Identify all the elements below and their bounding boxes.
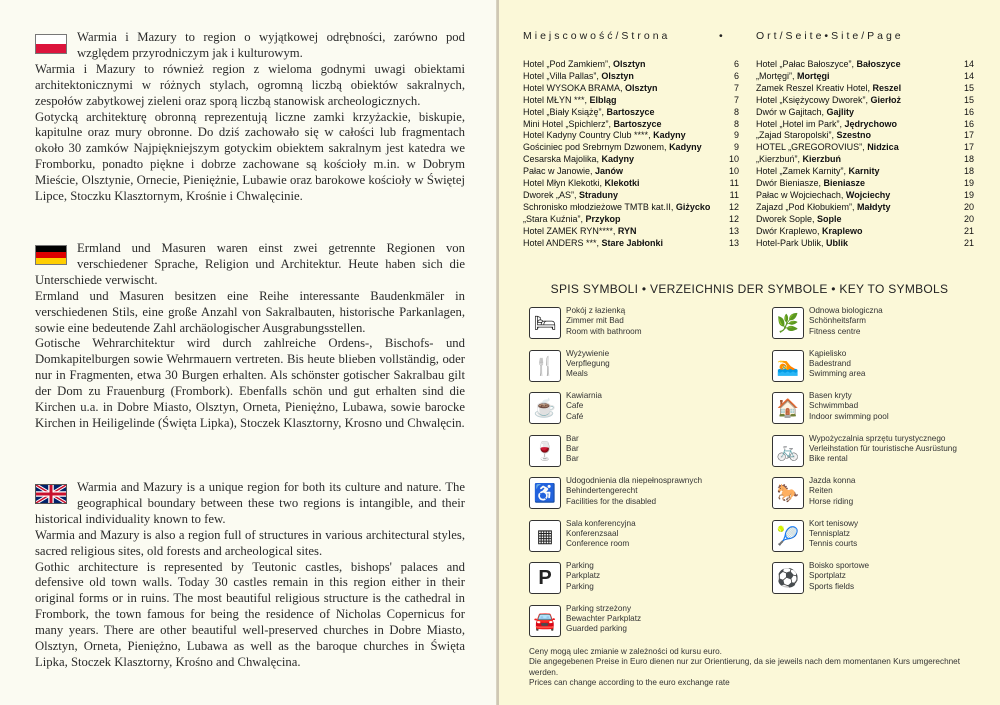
polish-flag-icon <box>35 34 67 54</box>
symbol-icon: 🍴 <box>529 350 561 382</box>
hotel-town: Kraplewo <box>822 225 863 236</box>
symbol-label <box>809 519 989 550</box>
hotel-name: Hotel „Księżycowy Dworek”, Gierłoż <box>756 94 902 105</box>
hotel-name: „Mortęgi”, Mortęgi <box>756 70 830 81</box>
symbol-icon: ♿ <box>529 477 561 509</box>
hotel-town: Bałoszyce <box>856 59 901 69</box>
hotel-page-number: 21 <box>963 225 974 236</box>
english-intro <box>35 480 465 528</box>
symbol-icon: 🌿 <box>772 307 804 339</box>
hotel-name: „Zajad Staropolski”, Szestno <box>756 130 872 141</box>
hotel-index-row <box>756 119 974 131</box>
german-flag-icon <box>35 245 67 265</box>
symbol-label-pl: Kort tenisowy <box>809 518 859 528</box>
hotel-page-number: 13 <box>728 237 739 248</box>
symbol-label-de: Cafe <box>566 401 584 411</box>
hotel-town: Wojciechy <box>845 189 891 200</box>
hotel-name: Hotel „Pod Zamkiem”, Olsztyn <box>523 59 646 69</box>
hotel-page-number: 8 <box>733 118 739 129</box>
hotel-page-number: 7 <box>733 82 739 93</box>
symbol-label-en: Fitness centre <box>809 326 861 336</box>
symbols-key-title: SPIS SYMBOLI • VERZEICHNIS DER SYMBOLE • KEY TO SYMBOLS <box>550 282 949 296</box>
hotel-name: Hotel „Hotel im Park”, Jędrychowo <box>756 118 898 129</box>
german-intro-text: Ermland und Masuren waren einst zwei getrennte Regionen von verschiedener Sprache, Religion und Architektur. Heute haben sich die Unterschiede verwischt. <box>35 241 465 287</box>
symbol-icon: 🚘 <box>529 605 561 637</box>
hotel-index-column-1 <box>523 59 739 250</box>
hotel-page-number: 10 <box>728 154 739 165</box>
hotel-town: Reszel <box>872 82 902 93</box>
symbol-label <box>809 349 989 380</box>
hotel-page-number: 14 <box>963 59 974 69</box>
symbol-label-en: Meals <box>566 369 588 379</box>
hotel-index-row <box>756 178 974 190</box>
english-intro-text: Warmia and Mazury is a unique region for both its culture and nature. The geographical boundary between these two regions is intangible, and their historical individuality known to few. <box>35 480 465 526</box>
hotel-town: Olsztyn <box>601 70 634 81</box>
hotel-town: Kadyny <box>653 130 686 141</box>
hotel-page-number: 18 <box>963 166 974 177</box>
hotel-name: Hotel Kadyny Country Club ****, Kadyny <box>523 130 686 141</box>
hotel-index-row <box>756 142 974 154</box>
symbol-label <box>566 561 751 592</box>
footnote-polish: Ceny mogą ulec zmianie w zależności od kursu euro. <box>529 647 722 656</box>
hotel-town: Janów <box>595 166 624 177</box>
hotel-index-row <box>756 226 974 238</box>
hotel-page-number: 10 <box>728 166 739 177</box>
hotel-index-row <box>756 71 974 83</box>
hotel-town: Kadyny <box>669 142 702 153</box>
symbol-label-de: Verpflegung <box>566 358 610 368</box>
hotel-index-row <box>523 202 739 214</box>
hotel-index-row <box>523 190 739 202</box>
symbol-label-en: Bike rental <box>809 454 848 464</box>
symbol-icon: 🏠 <box>772 392 804 424</box>
hotel-name: HOTEL „GREGOROVIUS”, Nidzica <box>756 142 899 153</box>
hotel-index-row <box>523 107 739 119</box>
hotel-name: „Stara Kuźnia”, Przykop <box>523 213 621 224</box>
symbol-label-de: Tennisplatz <box>809 528 850 538</box>
hotel-index-row <box>756 214 974 226</box>
symbol-label-pl: Parking <box>566 561 594 570</box>
header-left: Miejscowość/Strona <box>523 30 671 42</box>
hotel-page-number: 17 <box>963 142 974 153</box>
hotel-town: Gierłoż <box>870 94 902 105</box>
symbol-label-pl: Jazda konna <box>809 476 856 485</box>
header-separator: • <box>719 30 726 42</box>
symbol-icon: P <box>529 562 561 594</box>
polish-paragraph-2: Warmia i Mazury to również region z wieloma godnymi uwagi obiektami architektonicznymi w różnych stylach, ogromną liczbą obiektów sakralnych, zespołów zabytkowej zieleni oraz sporą liczbą stanowisk archeologicznych. <box>35 61 465 108</box>
hotel-town: Sople <box>817 213 842 224</box>
hotel-town: Klekotki <box>604 178 640 189</box>
hotel-name: Hotel „Pałac Bałoszyce”, Bałoszyce <box>756 59 901 69</box>
hotel-town: Elbląg <box>589 94 617 105</box>
hotel-page-number: 13 <box>728 225 739 236</box>
symbol-label <box>809 306 989 337</box>
hotel-page-number: 12 <box>728 201 739 212</box>
hotel-town: Stare Jabłonki <box>601 237 664 248</box>
symbol-icon: 🍷 <box>529 435 561 467</box>
hotel-page-number: 18 <box>963 154 974 165</box>
symbol-label-pl: Kąpielisko <box>809 348 847 358</box>
symbol-label <box>566 306 751 337</box>
right-page <box>499 0 1000 705</box>
hotel-page-number: 9 <box>733 130 739 141</box>
symbol-label-en: Café <box>566 411 584 421</box>
symbol-icon: 🎾 <box>772 520 804 552</box>
hotel-page-number: 15 <box>963 94 974 105</box>
symbol-label <box>566 476 751 507</box>
symbol-label-pl: Parking strzeżony <box>566 603 632 613</box>
hotel-town: Giżycko <box>675 201 711 212</box>
hotel-town: Gajlity <box>826 106 855 117</box>
hotel-index-row <box>523 238 739 250</box>
hotel-name: Hotel „Zamek Karnity”, Karnity <box>756 166 880 177</box>
hotel-town: Przykop <box>585 213 621 224</box>
hotel-town: Kadyny <box>601 154 635 165</box>
hotel-index-row <box>756 238 974 250</box>
hotel-town: Kierzbuń <box>802 154 842 165</box>
symbol-label-pl: Boisko sportowe <box>809 561 870 570</box>
hotel-town: RYN <box>617 225 637 236</box>
hotel-town: Straduny <box>579 189 619 200</box>
hotel-page-number: 19 <box>963 178 974 189</box>
hotel-town: Ublik <box>826 237 849 248</box>
symbol-icon: 🚲 <box>772 435 804 467</box>
english-paragraph-3: Gothic architecture is represented by Teutonic castles, bishops' palaces and defensive old town walls. Today 30 castles remain in this region either in their original forms or in ruins. The most beautiful religious structure is the cathedral in Frombork, the town famous for being the residence of Nicholas Copernicus for many years. There are other beautiful well-preserved churches in Dobre Miasto, Olsztyn, Orneta, Pieniężno, Lubawa as well as the baroque churches in Święta Lipka, Stoczek Klasztorny, Krośno and Chwalęcina. <box>35 559 465 669</box>
hotel-page-number: 16 <box>963 106 974 117</box>
symbol-label-en: Sports fields <box>809 581 855 591</box>
polish-intro-text: Warmia i Mazury to region o wyjątkowej odrębności, zarówno pod względem przyrodniczym jak i kulturowym. <box>77 30 465 60</box>
hotel-index-row <box>523 166 739 178</box>
hotel-name: Mini Hotel „Spichlerz”, Bartoszyce <box>523 118 662 129</box>
hotel-town: Jędrychowo <box>844 118 898 129</box>
symbol-label-de: Schwimmbad <box>809 401 859 411</box>
symbol-label <box>809 561 989 592</box>
symbol-label-de: Reiten <box>809 486 833 496</box>
hotel-page-number: 16 <box>963 118 974 129</box>
hotel-index-row <box>523 59 739 71</box>
hotel-index-row <box>756 95 974 107</box>
polish-section <box>35 30 465 205</box>
english-paragraph-2: Warmia and Mazury is also a region full of structures in various architectural styles, sacred religious sites, old forests and archeological sites. <box>35 527 465 558</box>
symbol-icon: ⚽ <box>772 562 804 594</box>
symbol-label-de: Bewachter Parkplatz <box>566 613 642 623</box>
hotel-name: Cesarska Majolika, Kadyny <box>523 154 635 165</box>
hotel-index-row <box>523 226 739 238</box>
symbol-label <box>566 391 751 422</box>
symbol-label-de: Verleihstation für touristische Ausrüstung <box>809 443 957 453</box>
symbol-label-pl: Kawiarnia <box>566 391 602 400</box>
hotel-index-row <box>523 71 739 83</box>
polish-paragraph-3: Gotycką architekturę obronną reprezentują liczne zamki krzyżackie, biskupie, kapitulne oraz mury obronne. Do dziś zachowało się w całości lub fragmentach około 30 zamków Najpiękniejszym gotyckim obiektem sakralnym jest katedra we Fromborku, ponadto piękne i dobrze zachowane są kościoły m.in. w Dobrym Mieście, Olsztynie, Ornecie, Pieniężnie, Lubawie oraz barokowe kościoły w Świętej Lipce, Stoczku Klasztornym, Krośnie i Chwalęcinie. <box>35 109 465 204</box>
hotel-page-number: 20 <box>963 201 974 212</box>
symbol-icon: 🏊 <box>772 350 804 382</box>
symbol-label-pl: Sala konferencyjna <box>566 518 636 528</box>
hotel-page-number: 19 <box>963 189 974 200</box>
hotel-index-row <box>756 166 974 178</box>
hotel-page-number: 7 <box>733 94 739 105</box>
hotel-page-number: 8 <box>733 106 739 117</box>
symbol-label-en: Parking <box>566 581 594 591</box>
symbol-label <box>809 391 989 422</box>
symbol-label-de: Konferenzsaal <box>566 528 619 538</box>
symbol-label-de: Bar <box>566 443 579 453</box>
symbol-label-de: Parkplatz <box>566 571 601 581</box>
symbol-label-en: Horse riding <box>809 496 854 506</box>
hotel-index-row <box>523 142 739 154</box>
footnote-english: Prices can change according to the euro exchange rate <box>529 677 730 687</box>
polish-intro <box>35 30 465 62</box>
symbol-label-pl: Odnowa biologiczna <box>809 306 883 315</box>
symbol-label-en: Guarded parking <box>566 624 627 634</box>
symbol-label <box>566 519 751 550</box>
symbol-label-de: Schönheitsfarm <box>809 316 866 326</box>
hotel-page-number: 11 <box>729 178 739 189</box>
hotel-town: Olsztyn <box>625 82 658 93</box>
symbol-label <box>809 476 989 507</box>
hotel-town: Bieniasze <box>823 178 866 189</box>
symbol-label-en: Facilities for the disabled <box>566 496 657 506</box>
hotel-index-row <box>523 178 739 190</box>
hotel-page-number: 14 <box>963 70 974 81</box>
hotel-page-number: 21 <box>963 237 974 248</box>
symbol-label-pl: Wypożyczalnia sprzętu turystycznego <box>809 433 946 443</box>
index-header <box>523 30 973 42</box>
symbol-label-pl: Wyżywienie <box>566 348 610 358</box>
symbol-label-pl: Pokój z łazienką <box>566 306 626 315</box>
footnote-german: Die angegebenen Preise in Euro dienen nur zur Orientierung, da sie jeweils nach dem momentanen Kurs umgerechnet werden. <box>529 657 961 677</box>
symbol-label-en: Swimming area <box>809 369 866 379</box>
hotel-index-row <box>523 154 739 166</box>
symbol-icon: ☕ <box>529 392 561 424</box>
hotel-name: Hotel „Biały Książę”, Bartoszyce <box>523 106 655 117</box>
hotel-name: Hotel-Park Ublik, Ublik <box>756 237 849 248</box>
hotel-name: Pałac w Janowie, Janów <box>523 166 624 177</box>
symbol-label <box>566 604 751 635</box>
hotel-page-number: 15 <box>963 82 974 93</box>
symbol-label <box>566 434 751 465</box>
english-section <box>35 480 465 671</box>
hotel-index-row <box>756 154 974 166</box>
left-page <box>0 0 497 705</box>
hotel-page-number: 9 <box>733 142 739 153</box>
hotel-page-number: 17 <box>963 130 974 141</box>
hotel-index-row <box>523 214 739 226</box>
symbol-label <box>809 434 989 465</box>
hotel-index-column-2 <box>756 59 974 250</box>
hotel-index-row <box>756 59 974 71</box>
symbol-icon: 🐎 <box>772 477 804 509</box>
symbol-icon: ▦ <box>529 520 561 552</box>
symbol-label-de: Badestrand <box>809 358 851 368</box>
symbol-label-en: Tennis courts <box>809 539 858 549</box>
symbol-label-en: Bar <box>566 454 579 464</box>
hotel-index-row <box>523 83 739 95</box>
hotel-town: Szestno <box>836 130 872 141</box>
hotel-name: Zajazd „Pod Kłobukiem”, Małdyty <box>756 201 891 212</box>
hotel-name: Hotel ZAMEK RYN****, RYN <box>523 225 637 236</box>
hotel-name: Hotel MŁYN ***, Elbląg <box>523 94 617 105</box>
hotel-page-number: 12 <box>728 213 739 224</box>
hotel-name: Dwór Bieniasze, Bieniasze <box>756 178 866 189</box>
uk-flag-icon <box>35 484 67 504</box>
hotel-name: Gościniec pod Srebrnym Dzwonem, Kadyny <box>523 142 702 153</box>
hotel-name: Dworek „AS”, Straduny <box>523 189 619 200</box>
hotel-index-row <box>523 130 739 142</box>
symbol-label-de: Sportplatz <box>809 571 846 581</box>
german-intro <box>35 241 465 289</box>
price-footnote <box>529 647 969 688</box>
german-paragraph-2: Ermland und Masuren besitzen eine Reihe interessante Baudenkmäler in verschiedenen Stils, eine große Anzahl von Sakralbauten, historische Parkanlagen, sowie eine bedeutende Zahl archäologischer Ausgrabungsstellen. <box>35 288 465 335</box>
hotel-name: Schronisko młodzieżowe TMTB kat.II, Giżycko <box>523 201 711 212</box>
german-section <box>35 241 465 432</box>
hotel-town: Małdyty <box>857 201 891 212</box>
hotel-town: Bartoszyce <box>606 106 655 117</box>
hotel-index-row <box>756 83 974 95</box>
symbol-label-en: Indoor swimming pool <box>809 411 889 421</box>
hotel-name: Dwór Kraplewo, Kraplewo <box>756 225 863 236</box>
symbol-label-en: Conference room <box>566 539 630 549</box>
hotel-page-number: 6 <box>733 59 739 69</box>
hotel-index-row <box>523 95 739 107</box>
hotel-town: Bartoszyce <box>613 118 662 129</box>
hotel-town: Mortęgi <box>797 70 830 81</box>
symbol-label-de: Behindertengerecht <box>566 486 638 496</box>
hotel-name: Zamek Reszel Kreativ Hotel, Reszel <box>756 82 902 93</box>
hotel-name: Pałac w Wojciechach, Wojciechy <box>756 189 891 200</box>
hotel-page-number: 20 <box>963 213 974 224</box>
hotel-name: Hotel WYSOKA BRAMA, Olsztyn <box>523 82 658 93</box>
symbol-icon: 🛏 <box>529 307 561 339</box>
hotel-page-number: 11 <box>729 189 739 200</box>
hotel-name: Hotel ANDERS ***, Stare Jabłonki <box>523 237 664 248</box>
symbol-label-pl: Udogodnienia dla niepełnosprawnych <box>566 476 703 485</box>
hotel-name: „Kierzbuń”, Kierzbuń <box>756 154 842 165</box>
symbol-label-pl: Basen kryty <box>809 391 852 400</box>
hotel-town: Olsztyn <box>613 59 646 69</box>
hotel-town: Nidzica <box>867 142 899 153</box>
hotel-index-row <box>756 107 974 119</box>
hotel-name: Dwór w Gajitach, Gajlity <box>756 106 855 117</box>
symbol-label-pl: Bar <box>566 433 579 443</box>
symbol-label-en: Room with bathroom <box>566 326 642 336</box>
hotel-index-row <box>756 202 974 214</box>
hotel-index-row <box>523 119 739 131</box>
hotel-index-row <box>756 190 974 202</box>
hotel-index-row <box>756 130 974 142</box>
hotel-page-number: 6 <box>733 70 739 81</box>
symbol-label <box>566 349 751 380</box>
hotel-name: Hotel „Villa Pallas”, Olsztyn <box>523 70 634 81</box>
hotel-name: Dworek Sople, Sople <box>756 213 842 224</box>
symbol-label-de: Zimmer mit Bad <box>566 316 624 326</box>
header-right: Ort/Seite•Site/Page <box>756 30 904 42</box>
hotel-town: Karnity <box>848 166 880 177</box>
german-paragraph-3: Gotische Wehrarchitektur wird durch zahlreiche Ordens-, Bischofs- und Domkapitelburgen sowie Wehrmauern vertreten. Bis heute blieben vollständig, oder nur in Fragmenten, etwa 30 Burgen erhalten. Als schönster gotischer Sakralbau gilt der Dom zu Frauenburg (Frombork). Ebenfalls schön und gut erhalten sind die Kirchen u.a. in Dobre Miasto, Olsztyn, Orneta, Pieniężno, Lubawa, sowie barocke Kirchen in Heiligelinde (Święta Lipka), Stoczek Klasztorny, Krosno und Chwalęcin. <box>35 336 465 430</box>
hotel-name: Hotel Młyn Klekotki, Klekotki <box>523 178 640 189</box>
